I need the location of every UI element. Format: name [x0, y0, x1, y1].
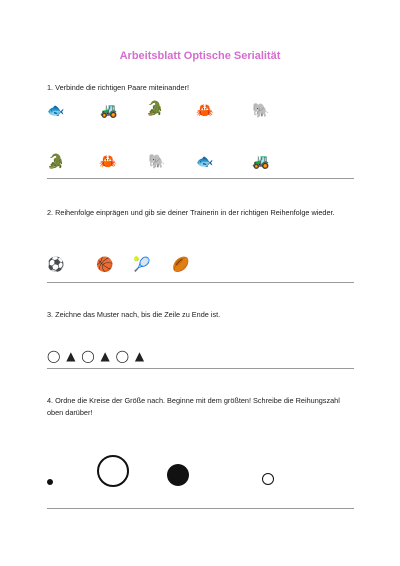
crocodile-icon: 🐊: [146, 101, 164, 117]
divider-1: [47, 178, 354, 179]
divider-2: [47, 282, 354, 283]
page-title: Arbeitsblatt Optische Serialität: [119, 50, 281, 62]
tractor-icon: 🚜: [100, 103, 118, 119]
elephant-icon: 🐘: [252, 103, 270, 119]
circle-small-filled: [47, 479, 53, 485]
circle-medium-filled: [167, 464, 189, 486]
crocodile-icon: 🐊: [47, 154, 65, 170]
circle-large-outline: [97, 455, 129, 487]
question-2-text: 2. Reihenfolge einprägen und gib sie deiner Trainerin in der richtigen Reihenfolge wieder.: [47, 208, 335, 217]
question-3-text: 3. Zeichne das Muster nach, bis die Zeile zu Ende ist.: [47, 310, 221, 319]
fish-icon: 🐟: [196, 154, 214, 170]
fish-icon: 🐟: [47, 103, 65, 119]
divider-4: [47, 508, 354, 509]
circle-small-outline: [262, 473, 274, 485]
tractor-icon: 🚜: [252, 154, 270, 170]
soccer-ball-icon: ⚽: [47, 257, 65, 273]
elephant-icon: 🐘: [148, 154, 166, 170]
basketball-icon: 🏀: [96, 257, 114, 273]
crab-icon: 🦀: [99, 154, 117, 170]
crab-icon: 🦀: [196, 103, 214, 119]
divider-3: [47, 368, 354, 369]
question-1-text: 1. Verbinde die richtigen Paare miteinander!: [47, 83, 189, 92]
shape-pattern: ◯ ▲ ◯ ▲ ◯ ▲: [47, 349, 146, 363]
rugby-ball-icon: 🏉: [172, 257, 190, 273]
question-4-text: 4. Ordne die Kreise der Größe nach. Beginne mit dem größten! Schreibe die Reihungszahl oben darüber!: [47, 396, 340, 417]
tennis-ball-icon: 🎾: [133, 257, 151, 273]
